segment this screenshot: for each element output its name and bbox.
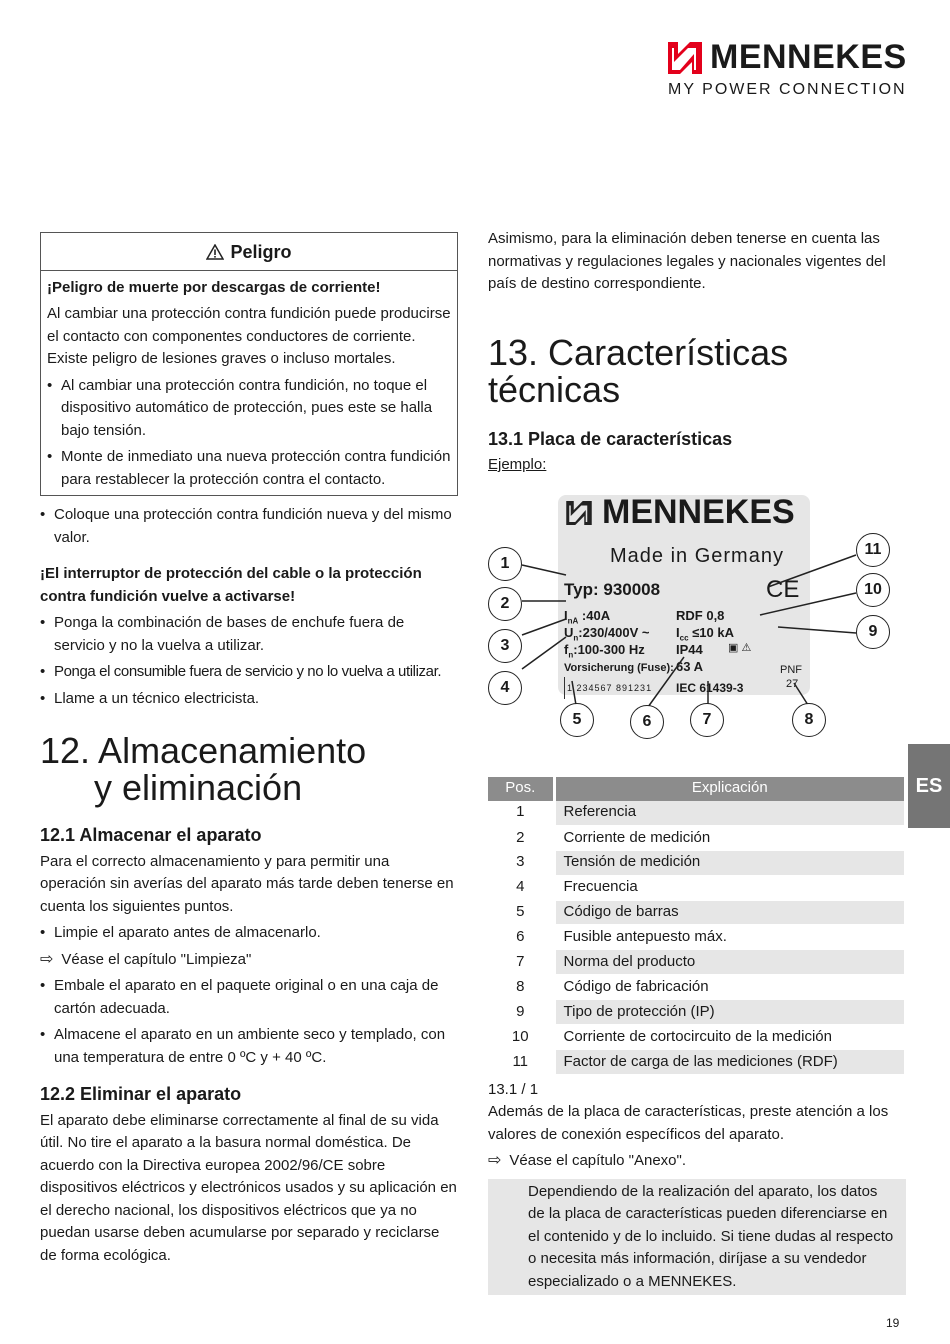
table-cell-explanation: Factor de carga de las mediciones (RDF) — [554, 1049, 904, 1074]
table-cell-pos: 7 — [488, 950, 554, 975]
intro-text: Asimismo, para la eliminación deben tenerse en cuenta las normativas y regulaciones legales y nacionales vigentes del país de destino correspondiente. — [488, 230, 886, 292]
table-cell-pos: 11 — [488, 1049, 554, 1074]
explanation-table — [488, 777, 904, 1075]
list-item: • Ponga la combinación de bases de enchufe fuera de servicio y no la vuelva a utilizar. — [40, 612, 458, 657]
plate-rdf-value: 0,8 — [706, 607, 725, 623]
after-text: Además de la placa de características, preste atención a los valores de conexión específicos del aparato. — [488, 1103, 889, 1143]
table-row — [488, 1025, 904, 1050]
table-cell-pos: 9 — [488, 1000, 554, 1025]
callout-4: 4 — [488, 671, 522, 705]
danger-text: Al cambiar una protección contra fundición puede producirse el contacto con componentes conductores de corriente. Existe peligro de lesiones graves o incluso mortales. — [47, 305, 451, 367]
danger-bullets — [47, 375, 451, 492]
plate-inA: $I_{nA}$ :40A — [564, 607, 611, 626]
table-cell-explanation: Tipo de protección (IP) — [554, 1000, 904, 1025]
list-item: • Limpie el aparato antes de almacenarlo. — [40, 922, 458, 945]
table-cell-pos: 5 — [488, 900, 554, 925]
section-13-1-title: 13.1 Placa de características — [488, 428, 733, 449]
see-annex-text: Véase el capítulo "Anexo". — [509, 1152, 687, 1170]
class-symbol-icon: ▣ ⚠ — [728, 641, 752, 654]
callout-9: 9 — [856, 615, 890, 649]
table-cell-explanation: Fusible antepuesto máx. — [554, 925, 904, 950]
table-cell-pos: 1 — [488, 801, 554, 826]
table-row — [488, 875, 904, 900]
table-cell-pos: 3 — [488, 850, 554, 875]
plate-brand-name: MENNEKES — [602, 493, 795, 532]
list-item: • Llame a un técnico electricista. — [40, 688, 458, 711]
plate-ip: IP44 — [676, 641, 703, 657]
plate-un: $U_n:230/400V$ ~ — [564, 624, 650, 643]
callout-5: 5 — [560, 703, 594, 737]
danger-title: Peligro — [41, 239, 457, 271]
table-caption: 13.1 / 1 — [488, 1080, 539, 1098]
see-text: Véase el capítulo "Limpieza" — [61, 950, 252, 968]
callout-11: 11 — [856, 533, 890, 567]
table-header-explanation: Explicación — [554, 777, 904, 801]
plate-typ-label: Typ: — [564, 579, 599, 599]
info-note — [488, 1179, 906, 1296]
plate-fn: $f_n:100-300$ Hz — [564, 641, 645, 660]
table-cell-explanation: Corriente de medición — [554, 825, 904, 850]
bullet-list-2 — [40, 612, 458, 710]
see-reference — [40, 949, 458, 972]
list-item: • Ponga el consumible fuera de servicio y no lo vuelva a utilizar. — [40, 661, 458, 684]
table-cell-explanation: Código de barras — [554, 900, 904, 925]
callout-7: 7 — [690, 703, 724, 737]
table-header-pos: Pos. — [488, 777, 554, 801]
table-row — [488, 975, 904, 1000]
brand-tagline: MY POWER CONNECTION — [668, 81, 907, 98]
danger-heading: ¡Peligro de muerte por descargas de corriente! — [47, 278, 381, 296]
table-cell-pos: 2 — [488, 825, 554, 850]
table-cell-pos: 8 — [488, 975, 554, 1000]
chapter-12-title — [40, 732, 458, 806]
table-cell-pos: 10 — [488, 1025, 554, 1050]
table-cell-pos: 6 — [488, 925, 554, 950]
list-item: • Almacene el aparato en un ambiente seco y templado, con una temperatura de entre 0 ºC y + 40 ºC. — [40, 1024, 458, 1069]
callout-6: 6 — [630, 705, 664, 739]
ce-mark-icon: CE — [766, 575, 800, 603]
language-tab: ES — [908, 744, 950, 828]
list-item: • Monte de inmediato una nueva protección contra fundición para restablecer la protección contra el contacto. — [47, 446, 451, 491]
chapter-13-title: 13. Características técnicas — [488, 331, 789, 410]
plate-iec: IEC 61439-3 — [676, 680, 744, 695]
plate-made-in: Made in Germany — [610, 544, 784, 567]
bullet-list — [40, 504, 458, 549]
table-row — [488, 1000, 904, 1025]
bullet-list-4 — [40, 975, 458, 1069]
left-column — [40, 232, 458, 1271]
callout-10: 10 — [856, 573, 890, 607]
callout-3: 3 — [488, 629, 522, 663]
plate-pnf-value: 27 — [786, 677, 799, 690]
list-item: • Embale el aparato en el paquete original o en una caja de cartón adecuada. — [40, 975, 458, 1020]
table-body — [488, 801, 904, 1075]
brand-logo — [668, 38, 908, 99]
info-text: Dependiendo de la realización del aparato, los datos de la placa de características pueden diferenciarse en el contenido y de lo incluido. Si tiene dudas al respecto o necesita más información, diríjase a su vendedor especializado o a MENNEKES. — [488, 1179, 906, 1296]
chapter-line-2: y eliminación — [94, 767, 303, 808]
list-item: • Coloque una protección contra fundición nueva y del mismo valor. — [40, 504, 458, 549]
table-cell-pos: 4 — [488, 875, 554, 900]
plate-icc-value: ≤10 kA — [692, 624, 734, 640]
table-cell-explanation: Código de fabricación — [554, 975, 904, 1000]
plate-fuse-label: Vorsicherung (Fuse): — [564, 661, 674, 674]
table-row — [488, 900, 904, 925]
plate-pnf-label: PNF — [780, 663, 802, 676]
table-cell-explanation: Referencia — [554, 801, 904, 826]
right-column — [488, 228, 906, 1295]
see-reference-annex — [488, 1150, 906, 1173]
table-cell-explanation: Corriente de cortocircuito de la medición — [554, 1025, 904, 1050]
brand-name: MENNEKES — [710, 38, 907, 76]
danger-box — [40, 232, 458, 496]
plate-icc: $I_{cc} \le 10$ kA — [676, 624, 734, 643]
warning-icon — [206, 244, 224, 260]
arrow-right-icon: ⇨ — [488, 1152, 502, 1170]
callout-8: 8 — [792, 703, 826, 737]
arrow-right-icon: ⇨ — [40, 950, 54, 968]
table-row — [488, 925, 904, 950]
table-cell-explanation: Norma del producto — [554, 950, 904, 975]
page-number: 19 — [886, 1316, 900, 1330]
list-item: • Al cambiar una protección contra fundición, no toque el dispositivo automático de protección, pues este se halla bajo tensión. — [47, 375, 451, 443]
plate-inA-value: 40A — [586, 607, 611, 623]
plate-rdf-label: RDF — [676, 607, 703, 623]
rating-plate-figure — [488, 483, 906, 767]
table-row — [488, 850, 904, 875]
table-row — [488, 825, 904, 850]
warning-heading: ¡El interruptor de protección del cable o la protección contra fundición vuelve a activarse! — [40, 565, 422, 605]
table-row — [488, 950, 904, 975]
mennekes-logo-icon — [668, 42, 702, 74]
callout-2: 2 — [488, 587, 522, 621]
chapter-line-1: 12. Almacenamiento — [40, 730, 367, 771]
plate-un-value: :230/400V ~ — [578, 624, 650, 640]
table-row — [488, 1049, 904, 1074]
table-row — [488, 801, 904, 826]
plate-fuse-value: 63 A — [676, 658, 703, 674]
callout-1: 1 — [488, 547, 522, 581]
example-label: Ejemplo: — [488, 456, 547, 473]
table-cell-explanation: Frecuencia — [554, 875, 904, 900]
section-12-1-text: Para el correcto almacenamiento y para permitir una operación sin averías del aparato más tarde deben tenerse en cuenta los siguientes puntos. — [40, 852, 454, 915]
section-12-1-title: 12.1 Almacenar el aparato — [40, 825, 262, 845]
plate-typ-value: 930008 — [603, 579, 661, 599]
plate-fn-value: :100-300 Hz — [573, 641, 645, 657]
bullet-list-3 — [40, 922, 458, 945]
table-cell-explanation: Tensión de medición — [554, 850, 904, 875]
plate-barcode: 1 234567 891231 — [564, 677, 652, 700]
section-12-2-text: El aparato debe eliminarse correctamente al final de su vida útil. No tire el aparato a la basura normal doméstica. De acuerdo con la Directiva europea 2002/96/CE sobre dispositivos eléctricos y electrónicos usados y su aplicación en el derecho nacional, los dispositivos eléctricos que ya no puedan usarse deben acumularse por separado y reciclarse de forma ecológica. — [40, 1111, 457, 1264]
section-12-2-title: 12.2 Eliminar el aparato — [40, 1084, 242, 1104]
